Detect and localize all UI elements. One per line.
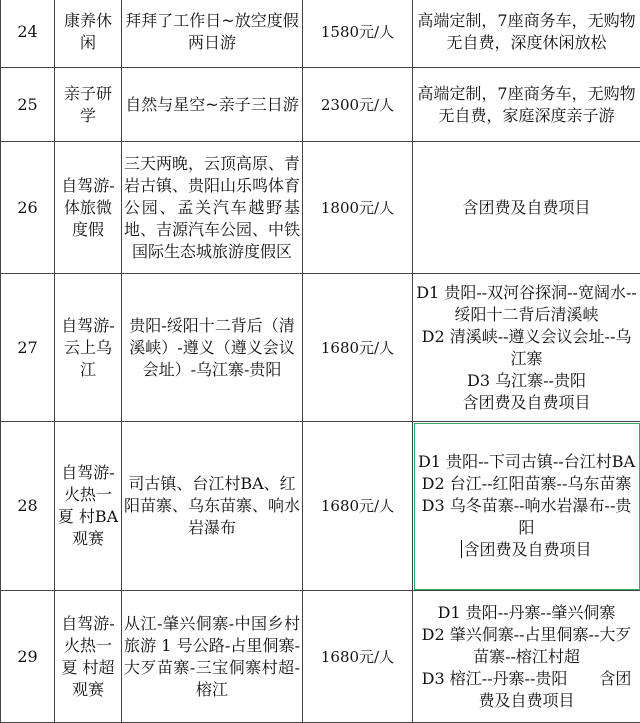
tour-type: 自驾游-火热一夏 村BA观赛: [55, 422, 122, 591]
tour-name: 拜拜了工作日~放空度假两日游: [122, 0, 303, 68]
tour-note: [413, 591, 640, 723]
table-row: [1, 422, 640, 591]
tour-name: 贵阳-绥阳十二背后（清溪峡）-遵义（遵义会议会址）-乌江寨-贵阳: [122, 274, 303, 422]
table-row: [1, 142, 640, 274]
tour-name: 司古镇、台江村BA、红阳苗寨、乌东苗寨、响水岩瀑布: [122, 422, 303, 591]
note-line: 含团费及自费项目: [415, 392, 638, 414]
row-number: 24: [1, 0, 55, 68]
tour-type: 自驾游-火热一夏 村超观赛: [55, 591, 122, 723]
note-line: D2 肇兴侗寨--占里侗寨--大歹苗寨--榕江村超: [415, 624, 638, 668]
table-row: [1, 68, 640, 142]
tour-price: 1680元/人: [303, 422, 413, 591]
note-line: D2 清溪峡--遵义会议会址--乌江寨: [415, 326, 638, 370]
table-row: [1, 591, 640, 723]
note-line-with-cursor: [415, 539, 638, 561]
tour-price: 1580元/人: [303, 0, 413, 68]
note-line: 高端定制，7座商务车，无购物无自费，家庭深度亲子游: [415, 83, 638, 127]
tour-price: 1800元/人: [303, 142, 413, 274]
note-line: 含团费及自费项目: [415, 197, 638, 219]
note-line: D1 贵阳--丹寨--肇兴侗寨: [415, 602, 638, 624]
tour-note: [413, 0, 640, 68]
tour-type: 亲子研学: [55, 68, 122, 142]
tour-note: [413, 68, 640, 142]
tour-name: 三天两晚，云顶高原、青岩古镇、贵阳山乐鸣体育公园、孟关汽车越野基地、吉源汽车公园、中铁国际生态城旅游度假区: [122, 142, 303, 274]
tour-note: [413, 142, 640, 274]
tour-price: 2300元/人: [303, 68, 413, 142]
row-number: 27: [1, 274, 55, 422]
tour-name: 从江-肇兴侗寨-中国乡村旅游 1 号公路-占里侗寨-大歹苗寨-三宝侗寨村超-榕江: [122, 591, 303, 723]
row-number: 26: [1, 142, 55, 274]
row-number: 29: [1, 591, 55, 723]
note-line: 高端定制，7座商务车，无购物无自费，深度休闲放松: [415, 10, 638, 54]
tour-price: 1680元/人: [303, 274, 413, 422]
tour-price: 1680元/人: [303, 591, 413, 723]
table-row: [1, 274, 640, 422]
table-row: [1, 0, 640, 68]
tour-note: [413, 274, 640, 422]
tour-name: 自然与星空~亲子三日游: [122, 68, 303, 142]
note-line: D3 乌江寨--贵阳: [415, 370, 638, 392]
note-line: D1 贵阳--下司古镇--台江村BA: [415, 451, 638, 473]
row-number: 25: [1, 68, 55, 142]
row-number: 28: [1, 422, 55, 591]
tour-type: 康养休闲: [55, 0, 122, 68]
note-line: D3 乌冬苗寨--响水岩瀑布--贵阳: [415, 495, 638, 539]
note-line: D3 榕江--丹寨--贵阳 含团费及自费项目: [415, 668, 638, 712]
tour-type: 自驾游-体旅微度假: [55, 142, 122, 274]
tour-note-selected-cell[interactable]: [413, 422, 640, 591]
tour-type: 自驾游-云上乌江: [55, 274, 122, 422]
note-line: D2 台江--红阳苗寨--乌东苗寨: [415, 473, 638, 495]
note-line: D1 贵阳--双河谷探洞--宽阔水--绥阳十二背后清溪峡: [415, 282, 638, 326]
note-line: 含团费及自费项目: [463, 540, 591, 559]
